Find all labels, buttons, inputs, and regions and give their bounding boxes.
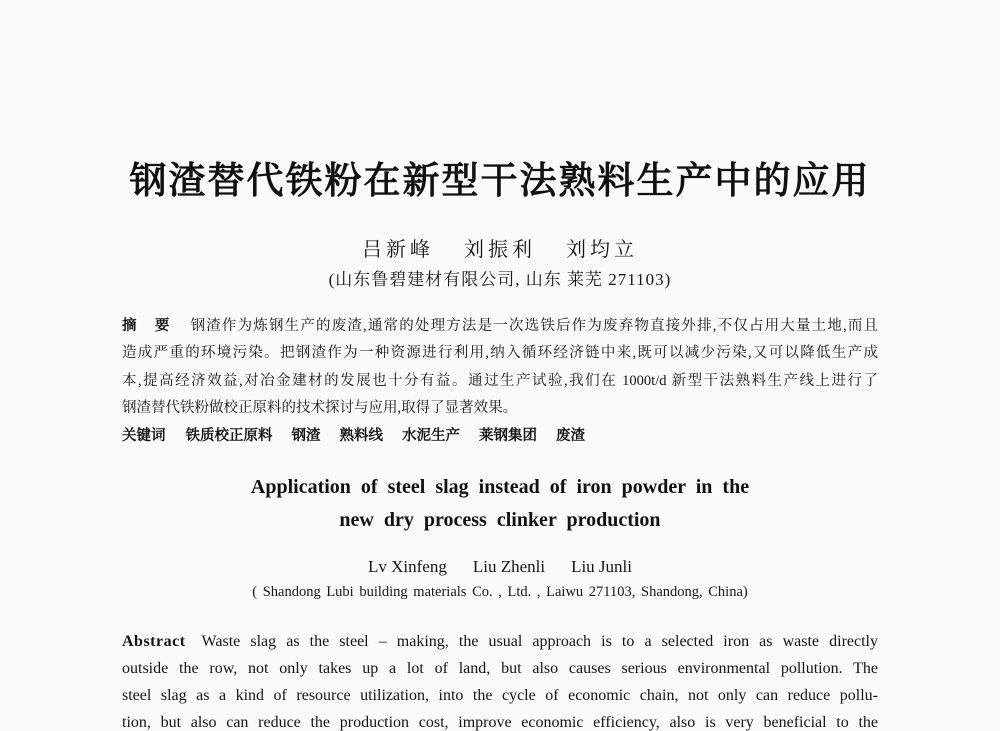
abstract-en-line: outside the row, not only takes up a lot of land, but also causes serious environmental pollution. The <box>122 660 878 678</box>
author-en: Lv Xinfeng <box>368 557 447 577</box>
keyword-item: 水泥生产 <box>402 427 460 444</box>
authors-cn <box>122 237 878 263</box>
paper-content <box>122 158 878 731</box>
abstract-en-text: Waste slag as the steel – making, the usual approach is to a selected iron as waste directly <box>201 633 878 651</box>
abstract-cn-line: 钢渣替代铁粉做校正原料的技术探讨与应用,取得了显著效果。 <box>122 400 518 417</box>
keyword-item: 熟料线 <box>339 427 383 444</box>
abstract-cn-line: 本,提高经济效益,对冶金建材的发展也十分有益。通过生产试验,我们在 1000t/d 新型干法熟料生产线上进行了 <box>122 372 878 389</box>
abstract-en-line <box>122 628 878 655</box>
abstract-cn-line <box>122 313 878 340</box>
keyword-item: 钢渣 <box>291 427 321 444</box>
authors-en <box>122 555 878 579</box>
keywords-cn <box>122 423 878 450</box>
paper-title-en <box>122 471 878 537</box>
abstract-cn <box>122 313 878 450</box>
affiliation-cn: (山东鲁碧建材有限公司, 山东 莱芜 271103) <box>328 270 672 289</box>
author-en: Liu Zhenli <box>472 557 546 577</box>
abstract-cn-label: 摘 要 <box>122 318 177 334</box>
keywords-label: 关键词 <box>122 427 166 444</box>
paper-title-en-line: new dry process clinker production <box>339 509 661 532</box>
author-cn: 刘振利 <box>464 239 536 261</box>
keyword-item: 废渣 <box>556 427 585 444</box>
author-en: Liu Junli <box>571 557 632 577</box>
abstract-en-line: steel slag as a kind of resource utilization, into the cycle of economic chain, not only can reduce pollu- <box>122 687 878 705</box>
affiliation-en: ( Shandong Lubi building materials Co. , Ltd. , Laiwu 271103, Shandong, China) <box>252 584 748 601</box>
keyword-item: 铁质校正原料 <box>185 427 273 444</box>
author-cn: 刘均立 <box>566 239 638 261</box>
author-cn: 吕新峰 <box>362 239 434 261</box>
paper-title-cn: 钢渣替代铁粉在新型干法熟料生产中的应用 <box>129 160 871 201</box>
abstract-en-line: tion, but also can reduce the production cost, improve economic efficiency, also is very beneficial to the <box>122 714 878 731</box>
abstract-cn-line: 造成严重的环境污染。把钢渣作为一种资源进行利用,纳入循环经济链中来,既可以减少污染,又可以降低生产成 <box>122 345 878 362</box>
keyword-item: 莱钢集团 <box>479 427 537 444</box>
abstract-en <box>122 628 878 731</box>
paper-title-en-line: Application of steel slag instead of iron powder in the <box>250 476 750 499</box>
abstract-cn-text: 钢渣作为炼钢生产的废渣,通常的处理方法是一次选铁后作为废弃物直接外排,不仅占用大量土地,而且 <box>190 318 878 334</box>
abstract-en-label: Abstract <box>122 633 186 651</box>
